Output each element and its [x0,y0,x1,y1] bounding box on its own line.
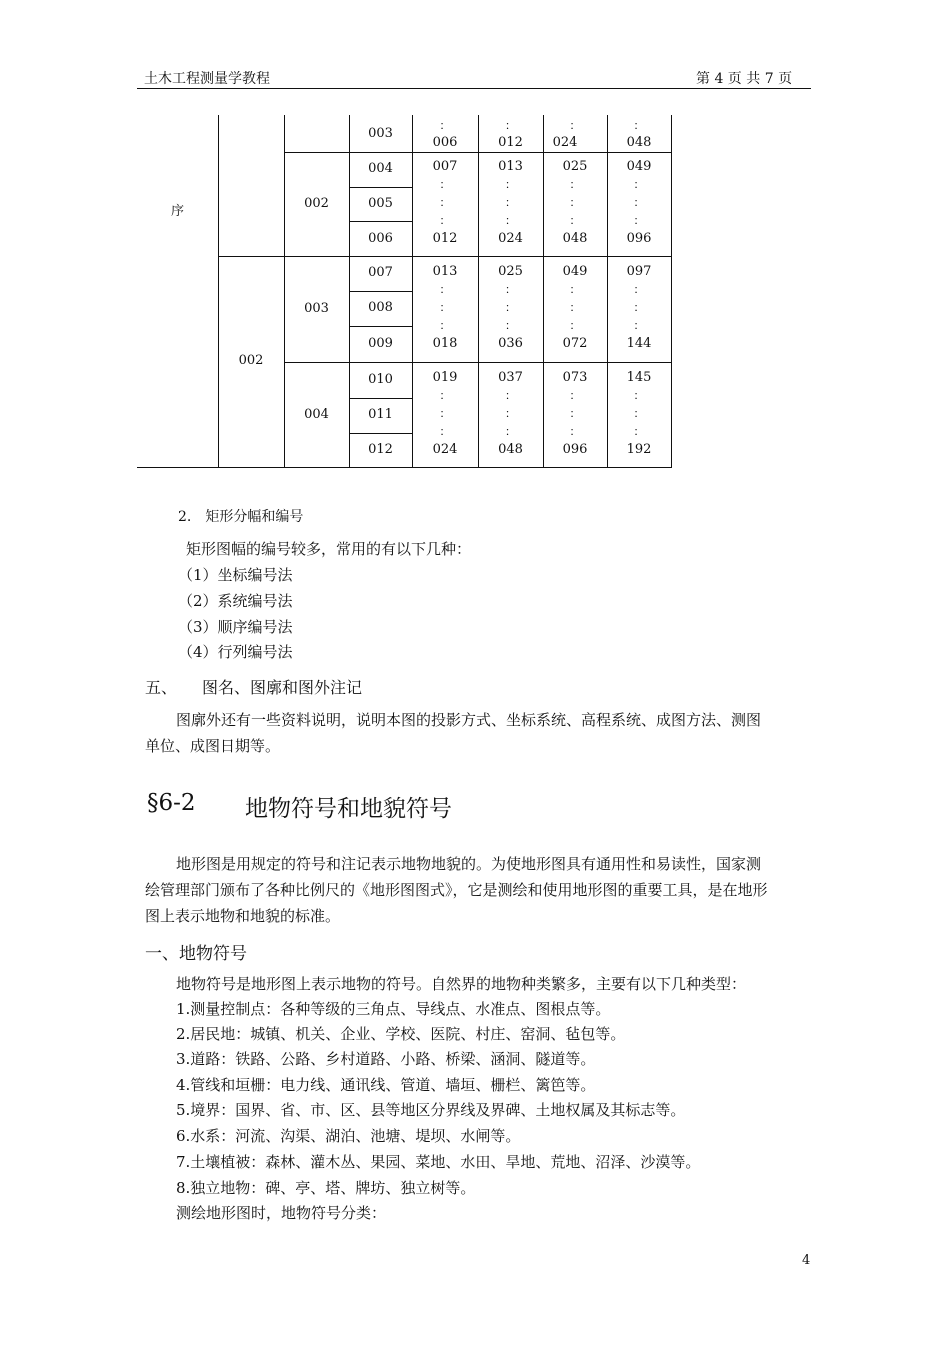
continuation-dots: ： [439,425,451,438]
continuation-dots: ： [505,301,516,314]
table-hline [137,467,672,468]
paragraph-line: 图廓外还有一些资料说明，说明本图的投影方式、坐标系统、高程系统、成图方法、测图 [176,711,762,729]
table-code: 012 [368,442,393,457]
list-item: （1）坐标编号法 [178,566,293,584]
continuation-dots: ： [439,319,451,332]
continuation-dots: ： [569,389,581,402]
table-code: 004 [368,161,393,176]
continuation-dots: ： [505,178,516,191]
continuation-dots: ： [439,214,451,227]
heading-title: 图名、图廓和图外注记 [202,678,363,697]
continuation-dots: ： [633,301,645,314]
continuation-dots: ： [633,214,645,227]
continuation-dots: ： [633,407,645,420]
table-value: 024 [552,135,578,150]
table-value: 145 [626,370,652,385]
table-code: 003 [368,126,393,141]
table-value: 048 [498,442,523,457]
table-col3-value: 002 [304,196,329,211]
list-item: （3）顺序编号法 [178,618,293,636]
table-value: 144 [626,336,652,351]
header-rule [137,88,811,89]
table-value: 072 [562,336,588,351]
table-col2-value: 002 [238,353,264,368]
continuation-dots: ： [439,178,451,191]
table-code: 006 [368,231,393,246]
continuation-dots: ： [633,178,645,191]
table-hline [349,398,412,399]
paragraph-line: 图上表示地物和地貌的标准。 [145,907,341,925]
table-col3-value: 003 [304,301,329,316]
continuation-dots: ： [439,196,451,209]
list-item: 6.水系：河流、沟渠、湖泊、池塘、堤坝、水闸等。 [176,1127,521,1145]
list-item: 2.居民地：城镇、机关、企业、学校、医院、村庄、窑洞、毡包等。 [176,1025,626,1043]
continuation-dots: ： [505,407,516,420]
continuation-dots: ： [439,301,451,314]
table-value: 048 [562,231,588,246]
continuation-dots: ： [439,283,451,296]
list-item: 8.独立地物：碑、亭、塔、牌坊、独立树等。 [176,1179,476,1197]
table-hline [349,291,412,292]
table-value: 049 [626,159,652,174]
continuation-dots: ： [569,119,581,132]
table-code: 009 [368,336,393,351]
continuation-dots: ： [505,119,516,132]
paragraph-line: 测绘地形图时，地物符号分类： [176,1204,387,1222]
continuation-dots: ： [633,425,645,438]
continuation-dots: ： [569,283,581,296]
subsection-intro: 矩形图幅的编号较多，常用的有以下几种： [186,540,472,558]
table-code: 007 [368,265,393,280]
list-item: 5.境界：国界、省、市、区、县等地区分界线及界碑、土地权属及其标志等。 [176,1101,686,1119]
continuation-dots: ： [633,119,645,132]
continuation-dots: ： [505,196,516,209]
paragraph-line: 地物符号是地形图上表示地物的符号。自然界的地物种类繁多，主要有以下几种类型： [176,975,747,993]
table-value: 019 [432,370,458,385]
table-hline [349,187,412,188]
continuation-dots: ： [439,389,451,402]
table-value: 013 [498,159,523,174]
continuation-dots: ： [505,214,516,227]
continuation-dots: ： [505,425,516,438]
header-page-info: 第 4 页 共 7 页 [696,71,793,87]
table-code: 005 [368,196,393,211]
table-value: 097 [626,264,652,279]
continuation-dots: ： [633,283,645,296]
subsection-title: 2. 矩形分幅和编号 [178,509,304,525]
table-hline [218,256,671,257]
list-item: 1.测量控制点：各种等级的三角点、导线点、水准点、图根点等。 [176,1000,611,1018]
table-hline [284,362,671,363]
continuation-dots: ： [569,425,581,438]
table-value: 006 [432,135,458,150]
continuation-dots: ： [633,389,645,402]
paragraph-line: 绘管理部门颁布了各种比例尺的《地形图图式》，它是测绘和使用地形图的重要工具，是在地形 [145,881,768,899]
continuation-dots: ： [439,119,451,132]
table-value: 096 [562,442,588,457]
list-item: （2）系统编号法 [178,592,293,610]
table-value: 192 [626,442,652,457]
continuation-dots: ： [633,196,645,209]
table-value: 024 [432,442,458,457]
table-value: 007 [432,159,458,174]
table-value: 049 [562,264,588,279]
continuation-dots: ： [633,319,645,332]
section-number: §6-2 [147,790,196,816]
table-value: 025 [562,159,588,174]
table-value: 037 [498,370,523,385]
continuation-dots: ： [569,178,581,191]
table-hline [349,433,412,434]
table-value: 024 [498,231,523,246]
continuation-dots: ： [505,319,516,332]
continuation-dots: ： [439,407,451,420]
table-vline [218,115,219,467]
continuation-dots: ： [569,214,581,227]
list-item: 4.管线和垣栅：电力线、通讯线、管道、墙垣、栅栏、篱笆等。 [176,1076,596,1094]
table-value: 012 [498,135,523,150]
table-vline [671,115,672,467]
table-value: 036 [498,336,523,351]
table-value: 013 [432,264,458,279]
table-value: 096 [626,231,652,246]
continuation-dots: ： [505,283,516,296]
table-code: 010 [368,372,393,387]
paragraph-line: 单位、成图日期等。 [145,737,281,755]
table-code: 008 [368,300,393,315]
table-value: 048 [626,135,652,150]
table-value: 025 [498,264,523,279]
heading-title: 一、地物符号 [145,944,247,964]
list-item: 7.土壤植被：森林、灌木丛、果园、菜地、水田、旱地、荒地、沼泽、沙漠等。 [176,1153,701,1171]
section-title: 地物符号和地貌符号 [245,796,452,822]
table-hline [349,326,412,327]
list-item: 3.道路：铁路、公路、乡村道路、小路、桥梁、涵洞、隧道等。 [176,1050,596,1068]
continuation-dots: ： [569,319,581,332]
table-code: 011 [368,407,393,422]
continuation-dots: ： [505,389,516,402]
header-title: 土木工程测量学教程 [144,71,270,87]
table-hline [284,152,671,153]
table-value: 018 [432,336,458,351]
page-number: 4 [802,1253,811,1268]
table-col3-value: 004 [304,407,329,422]
continuation-dots: ： [569,196,581,209]
paragraph-line: 地形图是用规定的符号和注记表示地物地貌的。为使地形图具有通用性和易读性，国家测 [176,855,762,873]
table-value: 012 [432,231,458,246]
table-value: 073 [562,370,588,385]
continuation-dots: ： [569,301,581,314]
table-hline [349,221,412,222]
continuation-dots: ： [569,407,581,420]
table-col1-label: 序 [170,204,184,219]
list-item: （4）行列编号法 [178,643,293,661]
heading-number: 五、 [145,678,178,697]
